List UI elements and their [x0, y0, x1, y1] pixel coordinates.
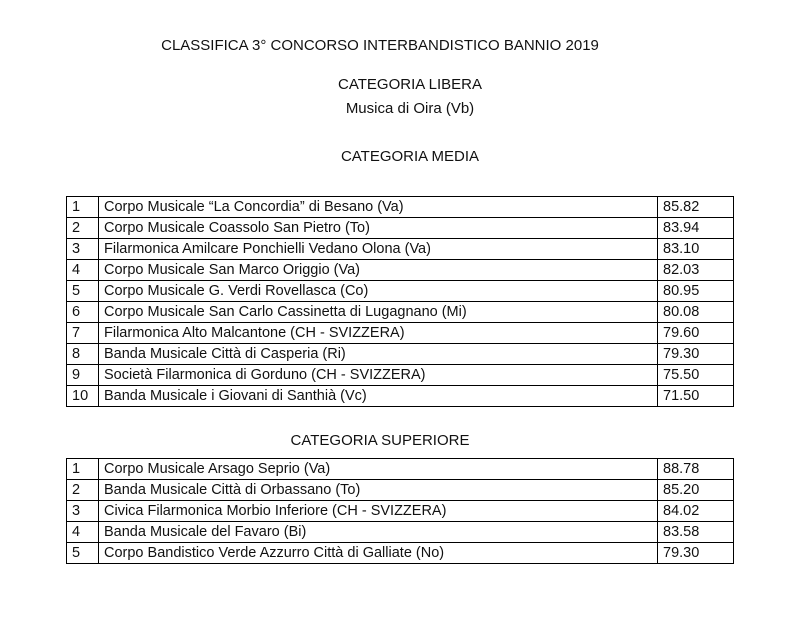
score-cell: 83.10: [658, 239, 734, 260]
score-cell: 84.02: [658, 501, 734, 522]
rank-cell: 4: [67, 260, 99, 281]
band-name-cell: Banda Musicale Città di Orbassano (To): [99, 480, 658, 501]
band-name-cell: Corpo Musicale “La Concordia” di Besano (Va): [99, 197, 658, 218]
band-name-cell: Società Filarmonica di Gorduno (CH - SVIZZERA): [99, 365, 658, 386]
rank-cell: 5: [67, 543, 99, 564]
band-name-cell: Corpo Bandistico Verde Azzurro Città di Galliate (No): [99, 543, 658, 564]
table-row: [67, 197, 734, 218]
band-name-cell: Corpo Musicale Coassolo San Pietro (To): [99, 218, 658, 239]
score-cell: 79.30: [658, 543, 734, 564]
table-row: [67, 344, 734, 365]
categoria-media-table: [66, 196, 734, 407]
table-row: [67, 218, 734, 239]
rank-cell: 1: [67, 197, 99, 218]
rank-cell: 2: [67, 218, 99, 239]
rank-cell: 1: [67, 459, 99, 480]
table-row: [67, 281, 734, 302]
score-cell: 75.50: [658, 365, 734, 386]
band-name-cell: Corpo Musicale San Carlo Cassinetta di Lugagnano (Mi): [99, 302, 658, 323]
band-name-cell: Civica Filarmonica Morbio Inferiore (CH - SVIZZERA): [99, 501, 658, 522]
categoria-superiore-heading: CATEGORIA SUPERIORE: [290, 432, 470, 449]
score-cell: 80.95: [658, 281, 734, 302]
rank-cell: 5: [67, 281, 99, 302]
table-row: [67, 365, 734, 386]
table-row: [67, 260, 734, 281]
table-row: [67, 302, 734, 323]
score-cell: 85.82: [658, 197, 734, 218]
page-title: CLASSIFICA 3° CONCORSO INTERBANDISTICO BANNIO 2019: [161, 37, 599, 54]
table-row: [67, 323, 734, 344]
rank-cell: 3: [67, 239, 99, 260]
categoria-superiore-table: [66, 458, 734, 564]
table-row: [67, 459, 734, 480]
rank-cell: 8: [67, 344, 99, 365]
table-row: [67, 239, 734, 260]
rank-cell: 7: [67, 323, 99, 344]
band-name-cell: Banda Musicale del Favaro (Bi): [99, 522, 658, 543]
table-row: [67, 386, 734, 407]
score-cell: 80.08: [658, 302, 734, 323]
band-name-cell: Banda Musicale i Giovani di Santhià (Vc): [99, 386, 658, 407]
band-name-cell: Filarmonica Alto Malcantone (CH - SVIZZERA): [99, 323, 658, 344]
rank-cell: 4: [67, 522, 99, 543]
categoria-media-heading: CATEGORIA MEDIA: [340, 148, 480, 165]
score-cell: 83.58: [658, 522, 734, 543]
table-row: [67, 480, 734, 501]
score-cell: 82.03: [658, 260, 734, 281]
score-cell: 79.60: [658, 323, 734, 344]
band-name-cell: Corpo Musicale San Marco Origgio (Va): [99, 260, 658, 281]
rank-cell: 2: [67, 480, 99, 501]
rank-cell: 6: [67, 302, 99, 323]
categoria-libera-entry: Musica di Oira (Vb): [345, 100, 475, 117]
score-cell: 85.20: [658, 480, 734, 501]
rank-cell: 10: [67, 386, 99, 407]
table-row: [67, 543, 734, 564]
score-cell: 83.94: [658, 218, 734, 239]
band-name-cell: Banda Musicale Città di Casperia (Ri): [99, 344, 658, 365]
band-name-cell: Corpo Musicale Arsago Seprio (Va): [99, 459, 658, 480]
score-cell: 88.78: [658, 459, 734, 480]
band-name-cell: Filarmonica Amilcare Ponchielli Vedano Olona (Va): [99, 239, 658, 260]
score-cell: 79.30: [658, 344, 734, 365]
table-row: [67, 501, 734, 522]
rank-cell: 3: [67, 501, 99, 522]
categoria-libera-heading: CATEGORIA LIBERA: [338, 76, 482, 93]
score-cell: 71.50: [658, 386, 734, 407]
rank-cell: 9: [67, 365, 99, 386]
table-row: [67, 522, 734, 543]
band-name-cell: Corpo Musicale G. Verdi Rovellasca (Co): [99, 281, 658, 302]
